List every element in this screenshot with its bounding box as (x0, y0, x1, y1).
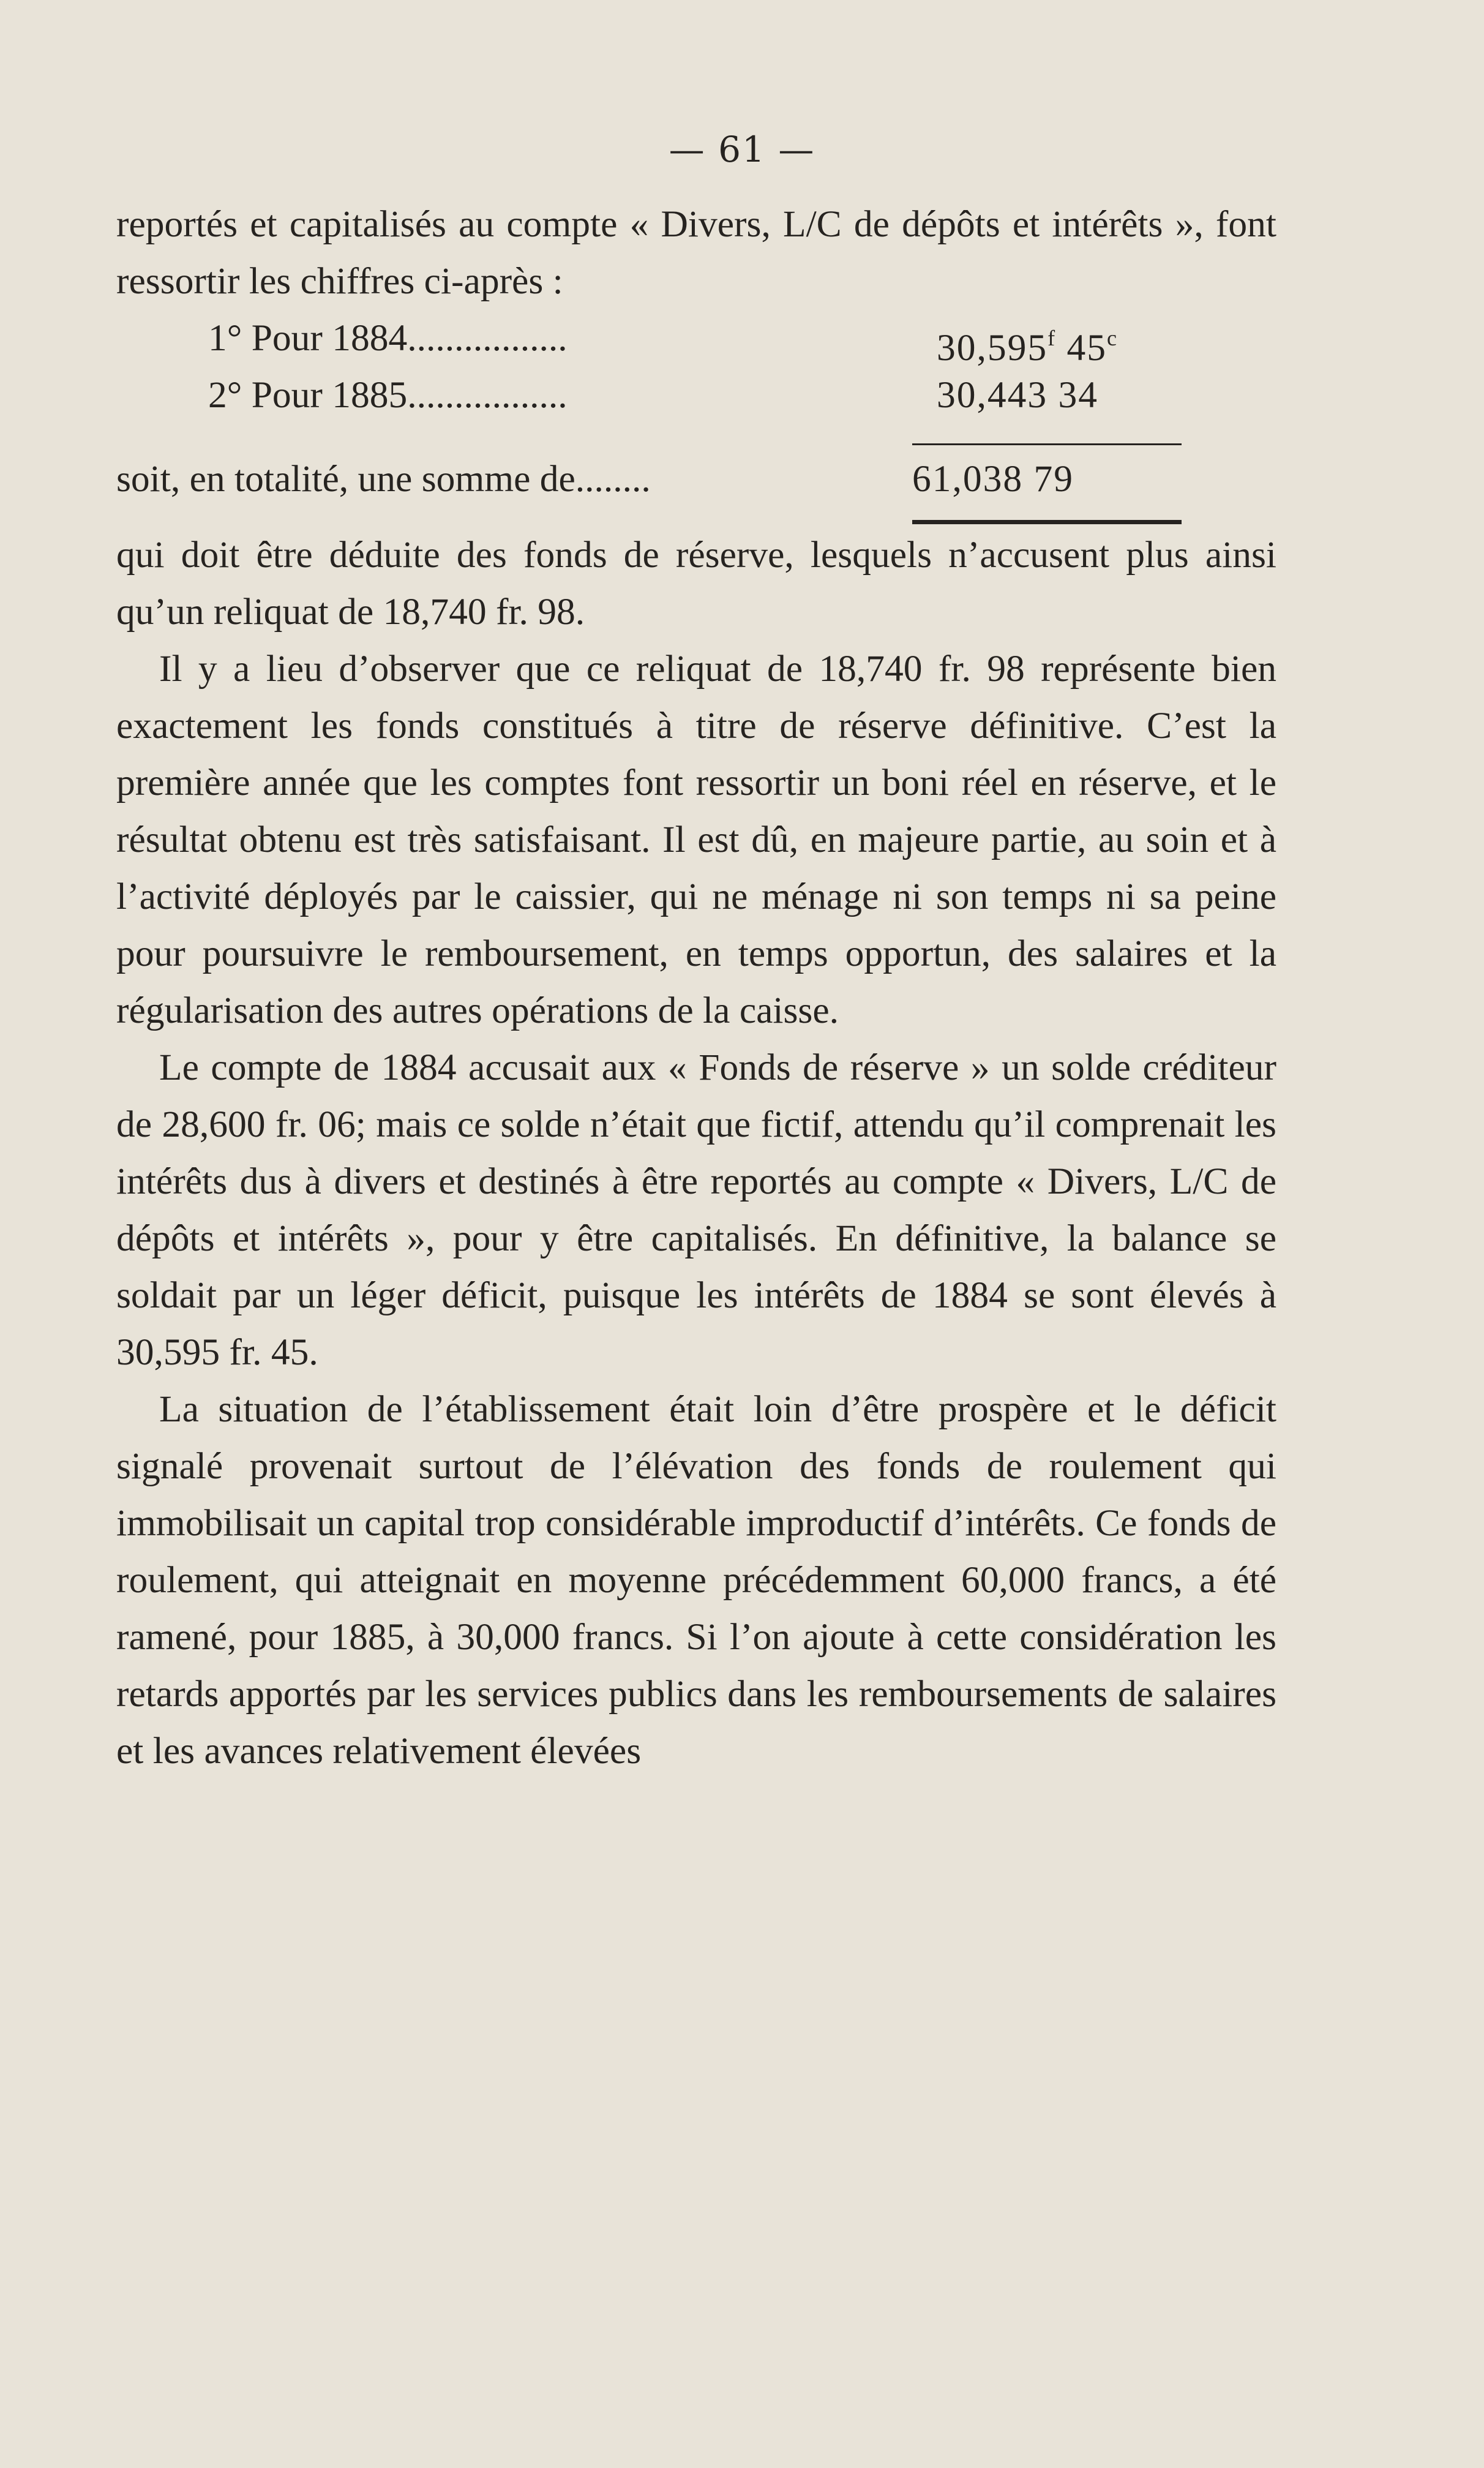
paragraph-text: qui doit être déduite des fonds de réserve, lesquels n’accusent plus ainsi qu’un reliquat de 18,740 fr. 98. (116, 534, 1276, 633)
opening-paragraph (116, 196, 1276, 310)
subtotal-rule (912, 443, 1182, 445)
row-amount: 30,595$^f$ 45$^c$ (937, 326, 1118, 369)
table-total-row (116, 451, 1276, 508)
paragraph-text: Il y a lieu d’observer que ce reliquat de 18,740 fr. 98 représente bien exactement les fonds constitués à titre de réserve définitive. C’est la première année que les comptes font ressortir un boni réel en réserve, et le résultat obtenu est très satisfaisant. Il est dû, en majeure partie, au soin et à l’activité déployés par le caissier, qui ne ménage ni son temps ni sa peine pour poursuivre le remboursement, en temps opportun, des salaires et la régularisation des autres opérations de la caisse. (116, 648, 1276, 1031)
row-label: 1° Pour 1884................. (208, 317, 568, 359)
total-label: soit, en totalité, une somme de........ (116, 458, 651, 500)
paragraph-text: Le compte de 1884 accusait aux « Fonds de réserve » un solde créditeur de 28,600 fr. 06; mais ce solde n’était que fictif, attendu qu’il comprenait les intérêts dus à divers et destinés à être reportés au compte « Divers, L/C de dépôts et intérêts », pour y être capitalisés. En définitive, la balance se soldait par un léger déficit, puisque les intérêts de 1884 se sont élevés à 30,595 fr. 45. (116, 1047, 1276, 1373)
table-row (116, 367, 1276, 424)
row-label: 2° Pour 1885................. (208, 374, 568, 416)
paragraph-text: La situation de l’établissement était loin d’être prospère et le déficit signalé provenait surtout de l’élévation des fonds de roulement qui immobilisait un capital trop considérable improductif d’intérêts. Ce fonds de roulement, qui atteignait en moyenne précédemment 60,000 francs, a été ramené, pour 1885, à 30,000 francs. Si l’on ajoute à cette considération les retards apportés par les services publics dans les remboursements de salaires et les avances relativement élevées (116, 1388, 1276, 1772)
total-rule (912, 520, 1182, 524)
total-amount: 61,038 79 (912, 458, 1074, 500)
body-text (116, 527, 1276, 1780)
paragraph-text: reportés et capitalisés au compte « Divers, L/C de dépôts et intérêts », font ressortir les chiffres ci-après : (116, 203, 1276, 302)
row-amount: 30,443 34 (937, 374, 1098, 416)
page-number: — 61 — (669, 129, 815, 170)
table-row (116, 310, 1276, 367)
